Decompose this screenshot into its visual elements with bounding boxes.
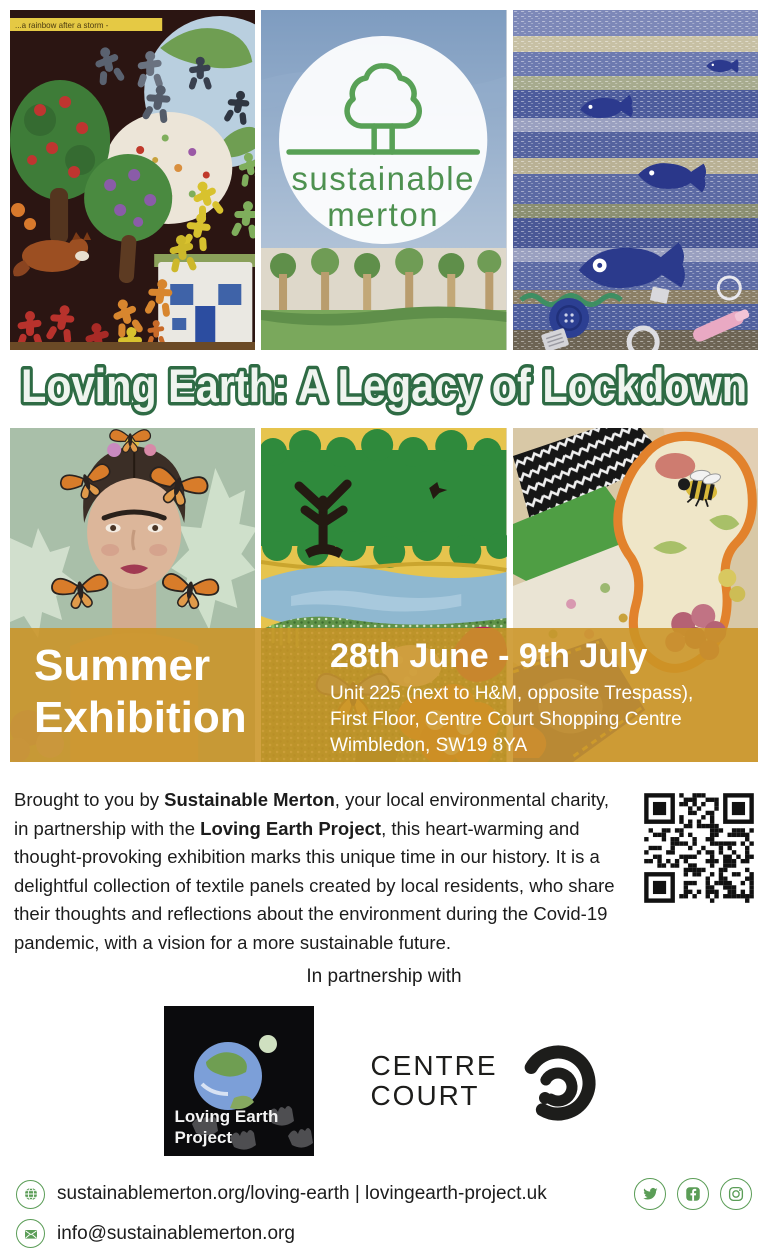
event-address-line1: Unit 225 (next to H&M, opposite Trespass), xyxy=(330,682,694,704)
ribbon-text: ...a rainbow after a storm - xyxy=(15,21,109,30)
artwork-sustainable-merton-logo xyxy=(261,10,506,350)
loving-earth-project-logo xyxy=(164,1006,314,1156)
event-address-line2: First Floor, Centre Court Shopping Centre xyxy=(330,709,682,731)
event-banner xyxy=(10,628,758,762)
email-link[interactable]: info@sustainablemerton.org xyxy=(57,1222,295,1244)
social-icons xyxy=(634,1178,752,1210)
event-heading-line2: Exhibition xyxy=(34,692,247,742)
facebook-icon[interactable] xyxy=(677,1178,709,1210)
artwork-sea-weaving xyxy=(513,10,758,350)
loving-earth-project-logo-text: Loving Earth Project xyxy=(174,1106,279,1147)
event-dates: 28th June - 9th July xyxy=(330,637,648,675)
poster-title-text: Loving Earth: A Legacy of Lockdown xyxy=(21,359,747,412)
mail-icon xyxy=(16,1219,45,1248)
event-heading-line1: Summer xyxy=(34,641,211,690)
event-address xyxy=(330,681,758,760)
centre-court-logo xyxy=(370,1035,603,1127)
logo-text-line2: merton xyxy=(327,196,440,233)
website-links[interactable]: sustainablemerton.org/loving-earth | lovingearth-project.uk xyxy=(57,1183,547,1204)
top-image-row xyxy=(10,10,758,350)
artwork-community-collage xyxy=(10,10,255,350)
poster-title xyxy=(0,354,768,420)
partner-logos-row xyxy=(0,1006,768,1156)
globe-icon xyxy=(16,1180,45,1209)
event-address-line3: Wimbledon, SW19 8YA xyxy=(330,735,528,757)
footer xyxy=(16,1178,752,1248)
event-heading xyxy=(10,628,306,762)
instagram-icon[interactable] xyxy=(720,1178,752,1210)
twitter-icon[interactable] xyxy=(634,1178,666,1210)
qr-code xyxy=(642,791,756,905)
centre-court-mark-icon xyxy=(512,1035,604,1127)
about-section xyxy=(14,786,756,957)
logo-text-line1: sustainable xyxy=(291,160,476,197)
about-text: Brought to you by Sustainable Merton, your local environmental charity, in partnership with the Loving Earth Project, this heart-warming and thought-provoking exhibition marks this unique time in our history. It is a delightful collection of textile panels created by local residents, who share their thoughts and reflections about the environment during the Covid-19 pandemic, with a vision for a more sustainable future. xyxy=(14,789,615,953)
centre-court-logo-text: CENTRE COURT xyxy=(370,1049,498,1111)
partnership-label: In partnership with xyxy=(306,966,462,987)
